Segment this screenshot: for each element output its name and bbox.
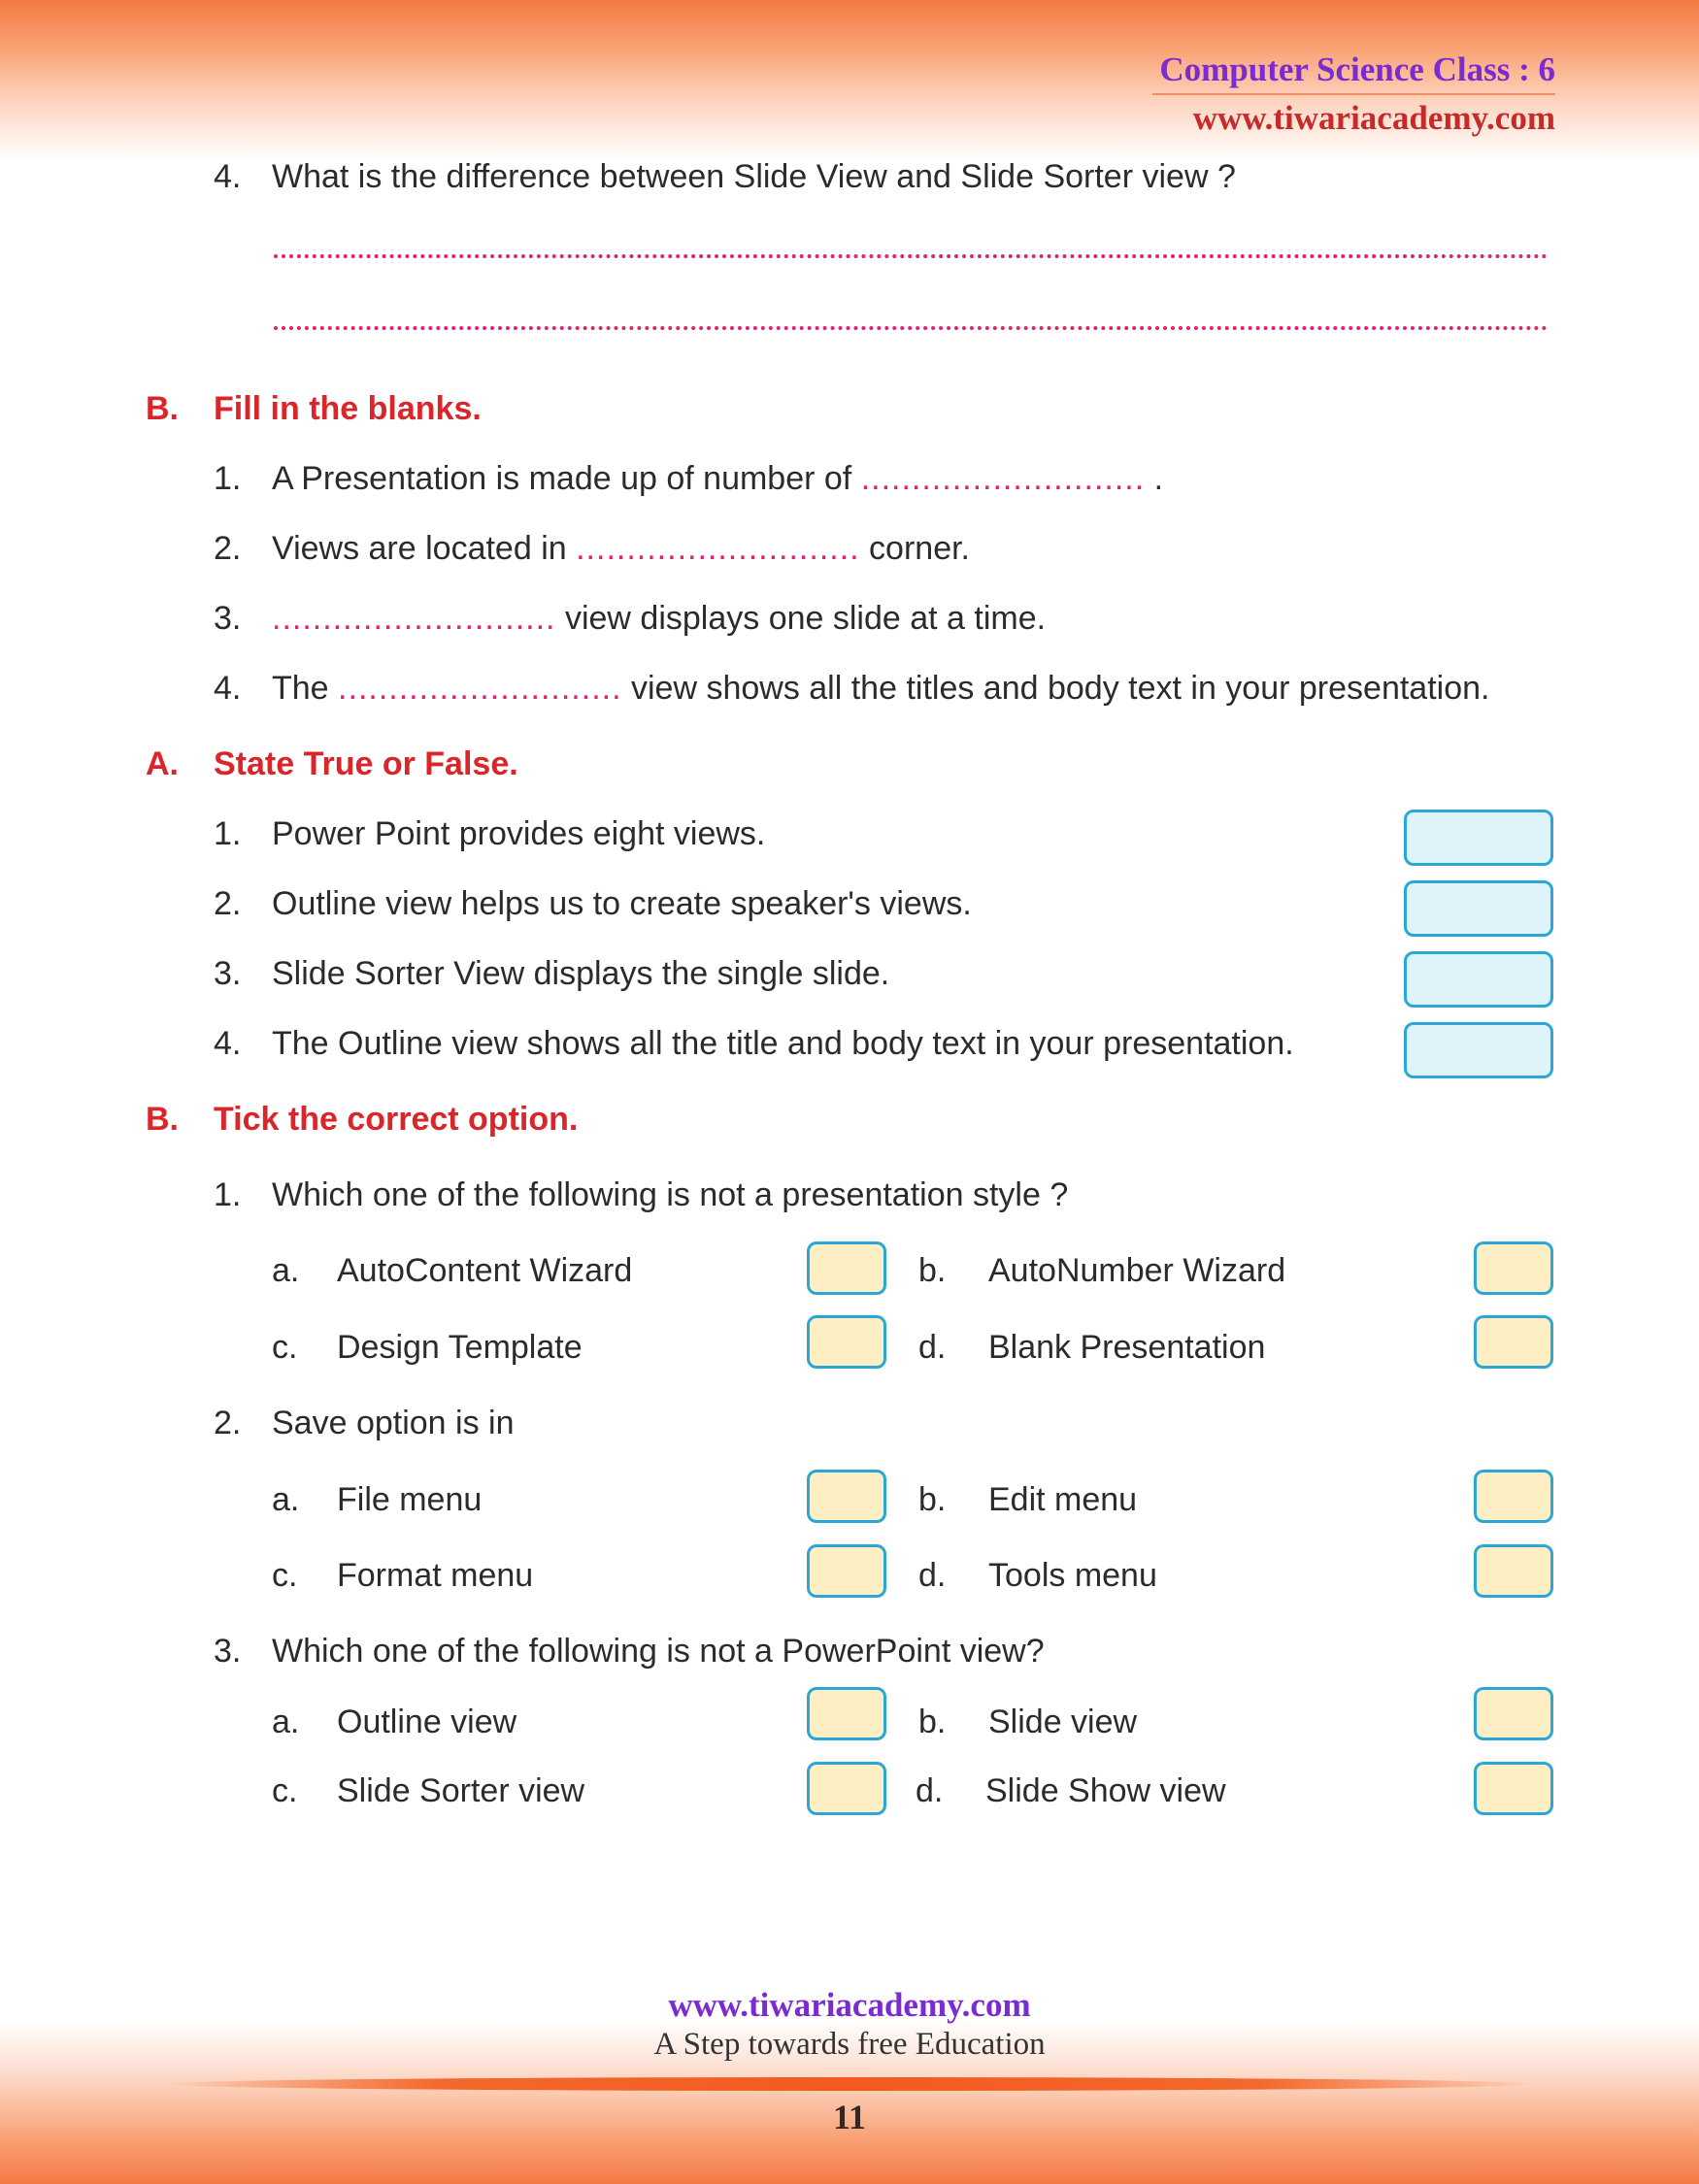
option-letter: a. xyxy=(272,1481,300,1518)
true-false-answer-box[interactable] xyxy=(1404,810,1553,866)
mcq-question: Which one of the following is not a PowerPoint view? xyxy=(272,1633,1045,1670)
option-checkbox[interactable] xyxy=(807,1544,886,1598)
item-number: 1. xyxy=(214,815,242,852)
section-letter: B. xyxy=(146,1101,179,1138)
option-letter: c. xyxy=(272,1772,298,1809)
fill-blank-item: The ............................ view shows all the titles and body text in your presentation. xyxy=(272,670,1490,707)
true-false-answer-box[interactable] xyxy=(1404,880,1553,937)
question-number: 4. xyxy=(214,158,242,195)
option-checkbox[interactable] xyxy=(1474,1315,1553,1369)
option-text: AutoNumber Wizard xyxy=(988,1252,1286,1289)
option-text: AutoContent Wizard xyxy=(337,1252,633,1289)
option-text: Slide Show view xyxy=(985,1772,1226,1809)
blank-dots: ............................ xyxy=(576,530,860,567)
option-text: Slide Sorter view xyxy=(337,1772,585,1809)
option-text: File menu xyxy=(337,1481,483,1518)
mcq-question: Which one of the following is not a presentation style ? xyxy=(272,1176,1069,1213)
section-heading: Tick the correct option. xyxy=(214,1101,579,1138)
true-false-statement: Power Point provides eight views. xyxy=(272,815,766,852)
item-number: 2. xyxy=(214,1405,242,1441)
item-number: 1. xyxy=(214,1176,242,1213)
option-text: Slide view xyxy=(988,1704,1138,1740)
true-false-statement: Slide Sorter View displays the single slide. xyxy=(272,955,890,992)
option-letter: c. xyxy=(272,1557,298,1594)
option-checkbox[interactable] xyxy=(807,1315,886,1369)
option-text: Edit menu xyxy=(988,1481,1138,1518)
header-title: Computer Science Class : 6 xyxy=(1159,50,1555,88)
section-heading: Fill in the blanks. xyxy=(214,390,482,427)
option-text: Outline view xyxy=(337,1704,517,1740)
option-letter: b. xyxy=(918,1481,947,1518)
option-letter: a. xyxy=(272,1704,300,1740)
fill-blank-item: A Presentation is made up of number of ............................ . xyxy=(272,460,1164,497)
true-false-statement: Outline view helps us to create speaker's views. xyxy=(272,885,972,922)
option-checkbox[interactable] xyxy=(807,1762,886,1815)
option-checkbox[interactable] xyxy=(1474,1687,1553,1740)
answer-line-1 xyxy=(274,254,1548,258)
footer-tagline: A Step towards free Education xyxy=(653,2027,1046,2062)
blank-dots: ............................ xyxy=(338,670,622,707)
section-letter: A. xyxy=(146,745,179,782)
option-letter: b. xyxy=(918,1704,947,1740)
question-text: What is the difference between Slide View and Slide Sorter view ? xyxy=(272,158,1236,195)
option-checkbox[interactable] xyxy=(1474,1241,1553,1295)
option-text: Tools menu xyxy=(988,1557,1157,1594)
option-checkbox[interactable] xyxy=(1474,1762,1553,1815)
mcq-question: Save option is in xyxy=(272,1405,515,1441)
item-number: 3. xyxy=(214,1633,242,1670)
option-checkbox[interactable] xyxy=(807,1687,886,1740)
item-number: 2. xyxy=(214,530,242,567)
option-text: Format menu xyxy=(337,1557,534,1594)
option-letter: a. xyxy=(272,1252,300,1289)
fill-blank-item: ............................ view displays one slide at a time. xyxy=(272,600,1047,637)
item-number: 3. xyxy=(214,955,242,992)
item-number: 4. xyxy=(214,670,242,707)
answer-line-2 xyxy=(274,326,1548,330)
option-letter: d. xyxy=(918,1329,947,1366)
true-false-answer-box[interactable] xyxy=(1404,951,1553,1008)
true-false-statement: The Outline view shows all the title and body text in your presentation. xyxy=(272,1025,1294,1062)
fill-blank-item: Views are located in ............................ corner. xyxy=(272,530,970,567)
option-checkbox[interactable] xyxy=(807,1470,886,1523)
footer-swoosh xyxy=(165,2077,1534,2091)
option-checkbox[interactable] xyxy=(807,1241,886,1295)
header-divider xyxy=(1152,93,1555,95)
footer-url: www.tiwariacademy.com xyxy=(668,1986,1031,2024)
item-number: 3. xyxy=(214,600,242,637)
option-checkbox[interactable] xyxy=(1474,1544,1553,1598)
option-text: Blank Presentation xyxy=(988,1329,1266,1366)
item-number: 1. xyxy=(214,460,242,497)
option-letter: b. xyxy=(918,1252,947,1289)
page-number: 11 xyxy=(832,2098,866,2136)
item-number: 2. xyxy=(214,885,242,922)
item-number: 4. xyxy=(214,1025,242,1062)
option-letter: d. xyxy=(918,1557,947,1594)
option-checkbox[interactable] xyxy=(1474,1470,1553,1523)
blank-dots: ............................ xyxy=(272,600,556,637)
blank-dots: ............................ xyxy=(860,460,1146,497)
option-text: Design Template xyxy=(337,1329,583,1366)
header-url: www.tiwariacademy.com xyxy=(1192,99,1555,137)
true-false-answer-box[interactable] xyxy=(1404,1022,1553,1078)
section-heading: State True or False. xyxy=(214,745,518,782)
option-letter: c. xyxy=(272,1329,298,1366)
section-letter: B. xyxy=(146,390,179,427)
option-letter: d. xyxy=(916,1772,944,1809)
